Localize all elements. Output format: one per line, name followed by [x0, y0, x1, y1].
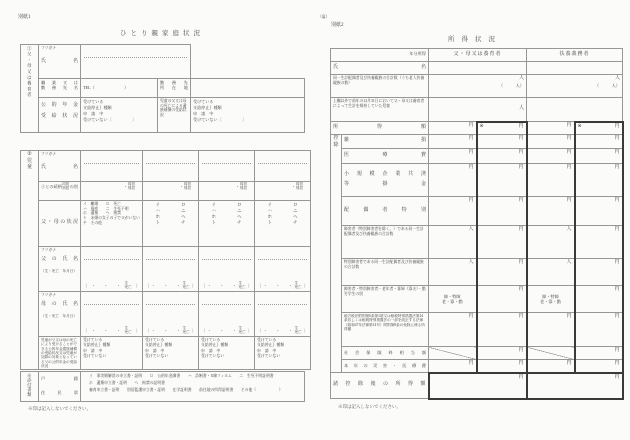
disabled-dependents-label: 障害者（特別障害者を除く。）である同一生計配偶者及び扶養親族の合計数: [342, 226, 429, 259]
count-cell: 人: [429, 226, 477, 259]
deduction-cell: 円: [527, 164, 575, 197]
father-name-field: 〔 ・ ・ ・ 生 死亡 〕: [81, 247, 143, 292]
child-pension-options: 受けている 支給停止｝種類 申 請 中 受けていない: [254, 337, 310, 370]
child-name-field: [142, 151, 198, 182]
survivor-status-options: 受けている 支給停止｝種類 申 請 中 受けていない〔 〕: [191, 98, 305, 133]
deduction-official-cell: 円: [575, 347, 623, 360]
deduction-cell: 円: [429, 164, 477, 197]
child-name-field: [81, 151, 143, 182]
year-income-header: 年分所得: [331, 49, 429, 62]
child-name-label: フリガナ 氏名: [39, 151, 81, 182]
child-pension-options: 受けている 支給停止｝種類 申 請 中 受けていない: [142, 337, 198, 370]
relation-choice: ・ 同居 別居: [81, 182, 143, 201]
net-income-official-cell: 円: [527, 373, 623, 399]
children-vertical-label: ② 児 童: [21, 151, 39, 370]
net-income-after-deductions-label: 諸控除後の所得額: [331, 373, 429, 399]
workplace-field: [191, 79, 305, 98]
sheet-label-2: 別紙2: [331, 23, 344, 28]
child-pension-label: 児童が父又は母の死亡により受けることができる公的年金遺族補償の受給状況又は児童が加算の対象となっている父の公的年金の受給状況: [39, 337, 81, 370]
mother-name-field: 〔 ・ ・ ・ 生 死亡 〕: [198, 292, 254, 337]
category-choice-cell: 障・特障 老・寡・勤: [429, 286, 477, 313]
crossed-out-cell: [527, 347, 575, 360]
deduction-official-cell: 円: [477, 226, 527, 259]
parents-status-kana: イ ロ ハ ニ ホ ヘ ト チ: [198, 201, 254, 247]
deduction-official-cell: 円: [575, 259, 623, 286]
current-year-disaster-medical-label: 本年の災害・医療費: [342, 360, 429, 373]
name-field: [527, 62, 623, 75]
crossed-out-cell: [429, 347, 477, 360]
child-name-field: [198, 151, 254, 182]
back-side-label: （裏）: [318, 15, 330, 19]
sheet-label-1: 別紙1: [18, 15, 31, 20]
workplace-label: 勤務先 所在地: [158, 79, 191, 98]
deduction-official-cell: 円: [575, 360, 623, 373]
right-page: [315, 0, 630, 440]
income-amount-label: 所得額: [331, 122, 429, 135]
deduction-official-cell: 円: [477, 197, 527, 226]
parents-status-options: イ 離婚 ロ 死亡 ハ 廃疾 ニ 生死不明 ホ 遺棄 ヘ 拘禁 ト 未婚の女子の子で父がいない チ その他: [81, 201, 143, 247]
children-table: [20, 150, 311, 370]
severely-disabled-dependents-label: 特別障害者である同一生計配偶者及び扶養親族の合計数: [342, 259, 429, 286]
income-amount-official-cell: ※ 円: [575, 122, 623, 135]
blank-area: [191, 45, 305, 79]
guardian-name-label: フリガナ 氏名: [39, 45, 81, 79]
father-name-label: フリガナ 父の氏名 （生・死亡 年月日）: [39, 247, 81, 292]
deduction-cell: 円: [429, 360, 477, 373]
deduction-official-cell: 円: [575, 164, 623, 197]
other-children-cell: 人: [429, 98, 527, 122]
net-income-official-cell: 円: [429, 373, 527, 399]
attachments-table: [20, 371, 305, 402]
dependents-count-cell: 人 （ 人）: [429, 75, 527, 98]
social-insurance-label: 社会保険料相当額: [342, 347, 429, 360]
count-cell: 人: [429, 259, 477, 286]
deduction-official-cell: 円: [477, 149, 527, 164]
income-amount-official-cell: ※ 円: [477, 122, 527, 135]
right-footnote: ※印は記入しないでください。: [338, 404, 401, 409]
applicant-category-label: 障害者・特別障害者・老年者・寡婦（寡夫）・勤労学生の別: [342, 286, 429, 313]
relation-choice: ・ 同居 別居: [254, 182, 310, 201]
deduction-official-cell: 円: [575, 149, 623, 164]
father-name-field: 〔 ・ ・ ・ 生 死亡 〕: [142, 247, 198, 292]
deduction-official-cell: 円: [477, 259, 527, 286]
income-table: [330, 48, 624, 400]
dependents-count-cell: 人 （ 人）: [527, 75, 623, 98]
guardian-name-field: [81, 45, 191, 79]
right-page-title: 所得状況: [448, 36, 502, 43]
income-amount-cell: 円: [429, 122, 477, 135]
relation-choice: ・ 同居 別居: [142, 182, 198, 201]
deduction-official-cell: 円: [477, 313, 527, 347]
deduction-official-cell: 円: [575, 286, 623, 313]
child-name-field: [254, 151, 310, 182]
deduction-official-cell: 円: [477, 164, 527, 197]
mother-name-label: フリガナ 母の氏名 （生・死亡 年月日）: [39, 292, 81, 337]
child-pension-options: 受けている 支給停止｝種類 申 請 中 受けていない: [81, 337, 143, 370]
obligor-column-header: 扶養義務者: [527, 49, 623, 62]
small-business-mutual-aid-label: 小規模企業共済 等掛金: [342, 164, 429, 197]
relation-label: ①との続柄 同居 別居 の別: [39, 182, 81, 201]
name-row-label: 氏名: [331, 62, 429, 75]
casualty-loss-label: 雑損: [342, 135, 429, 149]
parents-status-label: 父・母の状況: [39, 201, 81, 247]
guardian-vertical-label: ①父・母又は養育者: [21, 45, 39, 133]
deduction-official-cell: 円: [477, 360, 527, 373]
survivor-compensation-label: 児童の父又は母の死亡による遺族補償の受給状況: [158, 98, 191, 133]
occupation-label: 職業又は 勤務先名: [39, 79, 81, 98]
left-footnote: ※印は記入しないでください。: [28, 406, 91, 411]
deduction-cell: 円: [527, 135, 575, 149]
pension-status-options: 受けている 支給停止｝種類 申 請 中 受けていない〔 〕: [81, 98, 158, 133]
medical-expense-label: 医療費: [342, 149, 429, 164]
child-pension-options: 受けている 支給停止｝種類 申 請 中 受けていない: [198, 337, 254, 370]
father-name-field: 〔 ・ ・ ・ 生 死亡 〕: [254, 247, 310, 292]
tel-field: TEL（ ）: [81, 79, 158, 98]
deduction-cell: 円: [527, 197, 575, 226]
other-children-cell: [527, 98, 623, 122]
count-cell: 人: [527, 259, 575, 286]
count-cell: 人: [527, 226, 575, 259]
pension-label: 公的年金 受給状況: [39, 98, 81, 133]
mother-name-field: 〔 ・ ・ ・ 生 死亡 〕: [81, 292, 143, 337]
category-choice-cell: 障・特障 老・寡・勤: [527, 286, 575, 313]
relation-choice: ・ 同居 別居: [198, 182, 254, 201]
guardian-table: [20, 44, 305, 133]
deduction-cell: 円: [429, 197, 477, 226]
dependents-count-label: 同一生計配偶者及び扶養親族の合計数（うち老人扶養親族の数）: [331, 75, 429, 98]
deduction-official-cell: 円: [575, 135, 623, 149]
left-page-title: ひとり親家庭状況: [120, 30, 204, 37]
deduction-cell: 円: [429, 135, 477, 149]
deduction-vertical-label: 控 除: [331, 135, 342, 373]
spouse-special-label: 配偶者特別: [342, 197, 429, 226]
deduction-official-cell: 円: [477, 135, 527, 149]
parents-status-kana: イ ロ ハ ニ ホ ヘ ト チ: [254, 201, 310, 247]
parents-status-kana: イ ロ ハ ニ ホ ヘ ト チ: [142, 201, 198, 247]
other-children-label: 上欄以外で前年の12月31日において父・母又は養育者によって生計を維持していた児童: [331, 98, 429, 122]
attachments-vertical-label: ※添付書類: [21, 372, 39, 402]
mother-name-field: 〔 ・ ・ ・ 生 死亡 〕: [142, 292, 198, 337]
father-name-field: 〔 ・ ・ ・ 生 死亡 〕: [198, 247, 254, 292]
deduction-cell: 円: [527, 313, 575, 347]
income-amount-cell: 円: [527, 122, 575, 135]
deduction-cell: 円: [527, 360, 575, 373]
attachments-list: イ 事実婚解消の申立書・証明 ロ 公的年金調書 ハ 診断書・X線フィルム ニ 生死不明証明書 ホ 遺棄申立書・証明 ヘ 拘禁の証明書 養育申立書・証明 別居監護申立書・証明 在学証明書 前住地の所得証明書 その他（ ）: [81, 372, 305, 402]
deduction-official-cell: 円: [477, 347, 527, 360]
deduction-official-cell: 円: [575, 226, 623, 259]
deduction-official-cell: 円: [575, 197, 623, 226]
deduction-official-cell: 円: [477, 286, 527, 313]
name-field: [429, 62, 527, 75]
deduction-cell: 円: [429, 313, 477, 347]
deduction-cell: 円: [429, 149, 477, 164]
parent-column-header: 父・母又は養育者: [429, 49, 527, 62]
deduction-cell: 円: [527, 149, 575, 164]
local-tax-exemption-label: 地方税法附則第6条第1項又は租税特別措置法第24条若しくは租税特別措置法の一部を改正する法律（昭和47年法律第14号）附則第8条の免除に係る所得額: [342, 313, 429, 347]
attachments-type-labels: 戸 籍 住民票: [39, 372, 81, 402]
mother-name-field: 〔 ・ ・ ・ 生 死亡 〕: [254, 292, 310, 337]
deduction-official-cell: 円: [575, 313, 623, 347]
